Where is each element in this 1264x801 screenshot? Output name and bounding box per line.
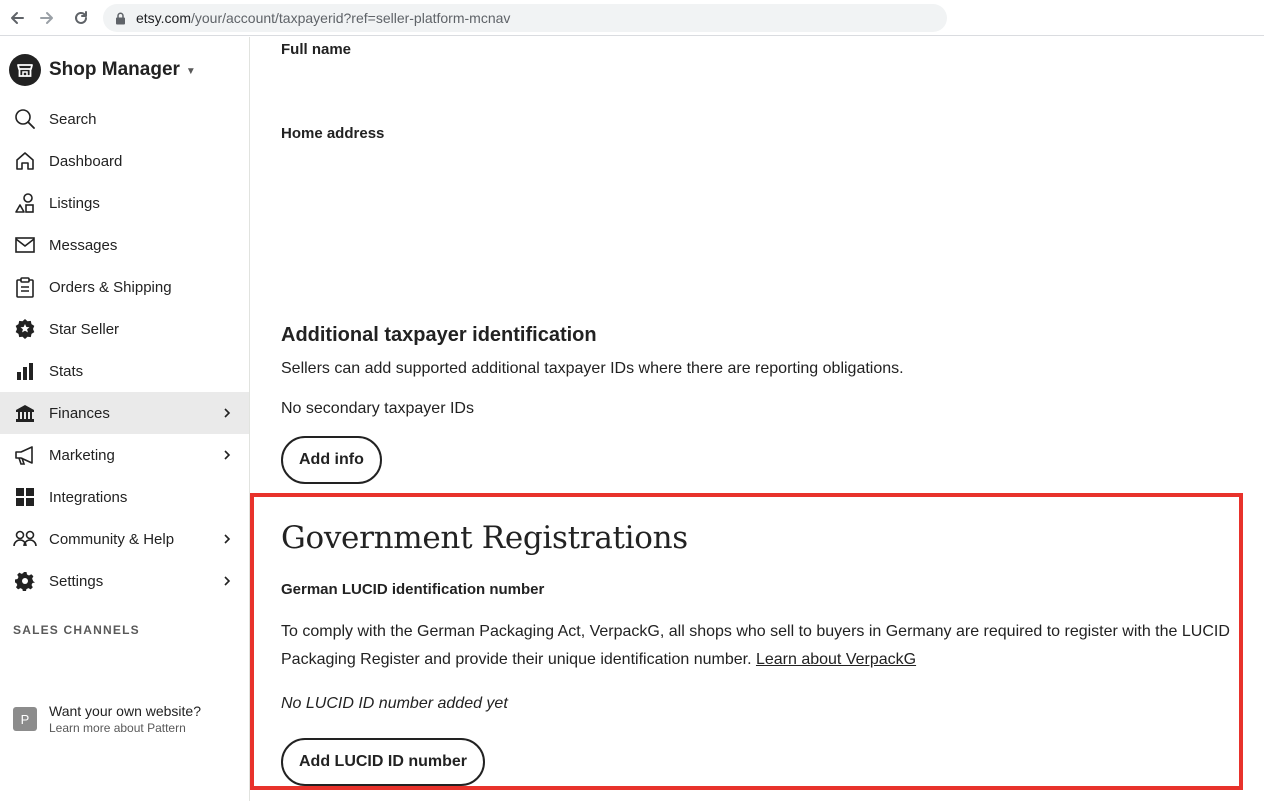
sidebar-item-label: Integrations xyxy=(49,488,128,506)
sidebar-item-star-seller[interactable] xyxy=(0,308,249,350)
reload-icon[interactable] xyxy=(71,8,91,28)
sidebar-item-dashboard[interactable] xyxy=(0,140,249,182)
pattern-title: Want your own website? xyxy=(49,703,201,719)
sidebar-item-label: Finances xyxy=(49,404,110,422)
sidebar-item-search[interactable] xyxy=(0,98,249,140)
sidebar-item-label: Dashboard xyxy=(49,152,123,170)
shapes-icon xyxy=(13,191,37,215)
home-address-label: Home address xyxy=(281,125,385,142)
sidebar-item-label: Star Seller xyxy=(49,320,120,338)
sidebar-item-label: Settings xyxy=(49,572,104,590)
url-path: /your/account/taxpayerid?ref=seller-platform-mcnav xyxy=(190,10,511,26)
gear-icon xyxy=(13,569,37,593)
bank-icon xyxy=(13,401,37,425)
address-bar[interactable] xyxy=(103,4,947,32)
sales-channels-heading: SALES CHANNELS xyxy=(13,623,140,637)
pattern-promo[interactable] xyxy=(13,702,201,737)
people-icon xyxy=(13,527,37,551)
highlight-box xyxy=(250,493,1243,790)
government-registrations-heading: Government Registrations xyxy=(281,520,688,556)
add-info-button[interactable]: Add info xyxy=(281,436,382,484)
lucid-description-text: To comply with the German Packaging Act, VerpackG, all shops who sell to buyers in Germany are required to register with the LUCID Packaging Register and provide their unique identification number. xyxy=(281,623,1230,668)
search-icon xyxy=(13,107,37,131)
chevron-right-icon xyxy=(223,531,233,547)
home-icon xyxy=(13,149,37,173)
sidebar-item-label: Marketing xyxy=(49,446,115,464)
learn-verpackg-link[interactable]: Learn about VerpackG xyxy=(755,651,917,668)
sidebar-item-orders-shipping[interactable] xyxy=(0,266,249,308)
sidebar-item-community-help[interactable] xyxy=(0,518,249,560)
secondary-taxpayer-empty: No secondary taxpayer IDs xyxy=(281,400,474,417)
mail-icon xyxy=(13,233,37,257)
sidebar-item-settings[interactable] xyxy=(0,560,249,602)
sidebar-item-label: Listings xyxy=(49,194,100,212)
sidebar-item-listings[interactable] xyxy=(0,182,249,224)
sidebar-item-messages[interactable] xyxy=(0,224,249,266)
additional-taxpayer-description: Sellers can add supported additional taxpayer IDs where there are reporting obligations. xyxy=(281,360,904,377)
megaphone-icon xyxy=(13,443,37,467)
sidebar-item-label: Stats xyxy=(49,362,84,380)
chevron-right-icon xyxy=(223,573,233,589)
lock-icon xyxy=(115,11,127,25)
add-lucid-id-button[interactable]: Add LUCID ID number xyxy=(281,738,485,786)
sidebar-item-stats[interactable] xyxy=(0,350,249,392)
additional-taxpayer-heading: Additional taxpayer identification xyxy=(281,324,597,346)
back-arrow-icon[interactable] xyxy=(7,8,27,28)
sidebar-item-integrations[interactable] xyxy=(0,476,249,518)
lucid-label: German LUCID identification number xyxy=(281,581,545,598)
grid-icon xyxy=(13,485,37,509)
sidebar xyxy=(0,37,250,801)
sidebar-item-marketing[interactable] xyxy=(0,434,249,476)
sidebar-item-label: Orders & Shipping xyxy=(49,278,172,296)
pattern-avatar: P xyxy=(13,707,37,731)
forward-arrow-icon[interactable] xyxy=(37,8,57,28)
browser-toolbar xyxy=(0,0,1264,36)
sidebar-item-label: Community & Help xyxy=(49,530,175,548)
shop-manager-menu[interactable] xyxy=(9,53,196,87)
clipboard-icon xyxy=(13,275,37,299)
shop-manager-title: Shop Manager xyxy=(49,59,180,80)
shop-logo-icon xyxy=(9,54,41,86)
sidebar-item-label: Messages xyxy=(49,236,118,254)
chevron-right-icon xyxy=(223,447,233,463)
sidebar-item-finances[interactable] xyxy=(0,392,249,434)
sidebar-item-label: Search xyxy=(49,110,97,128)
full-name-label: Full name xyxy=(281,41,352,58)
bar-chart-icon xyxy=(13,359,37,383)
pattern-subtitle[interactable]: Learn more about Pattern xyxy=(49,721,186,735)
lucid-empty-text: No LUCID ID number added yet xyxy=(281,695,508,712)
caret-down-icon: ▼ xyxy=(185,66,196,77)
url-domain: etsy.com xyxy=(136,10,191,26)
star-badge-icon xyxy=(13,317,37,341)
sidebar-nav xyxy=(0,98,249,602)
chevron-right-icon xyxy=(223,405,233,421)
